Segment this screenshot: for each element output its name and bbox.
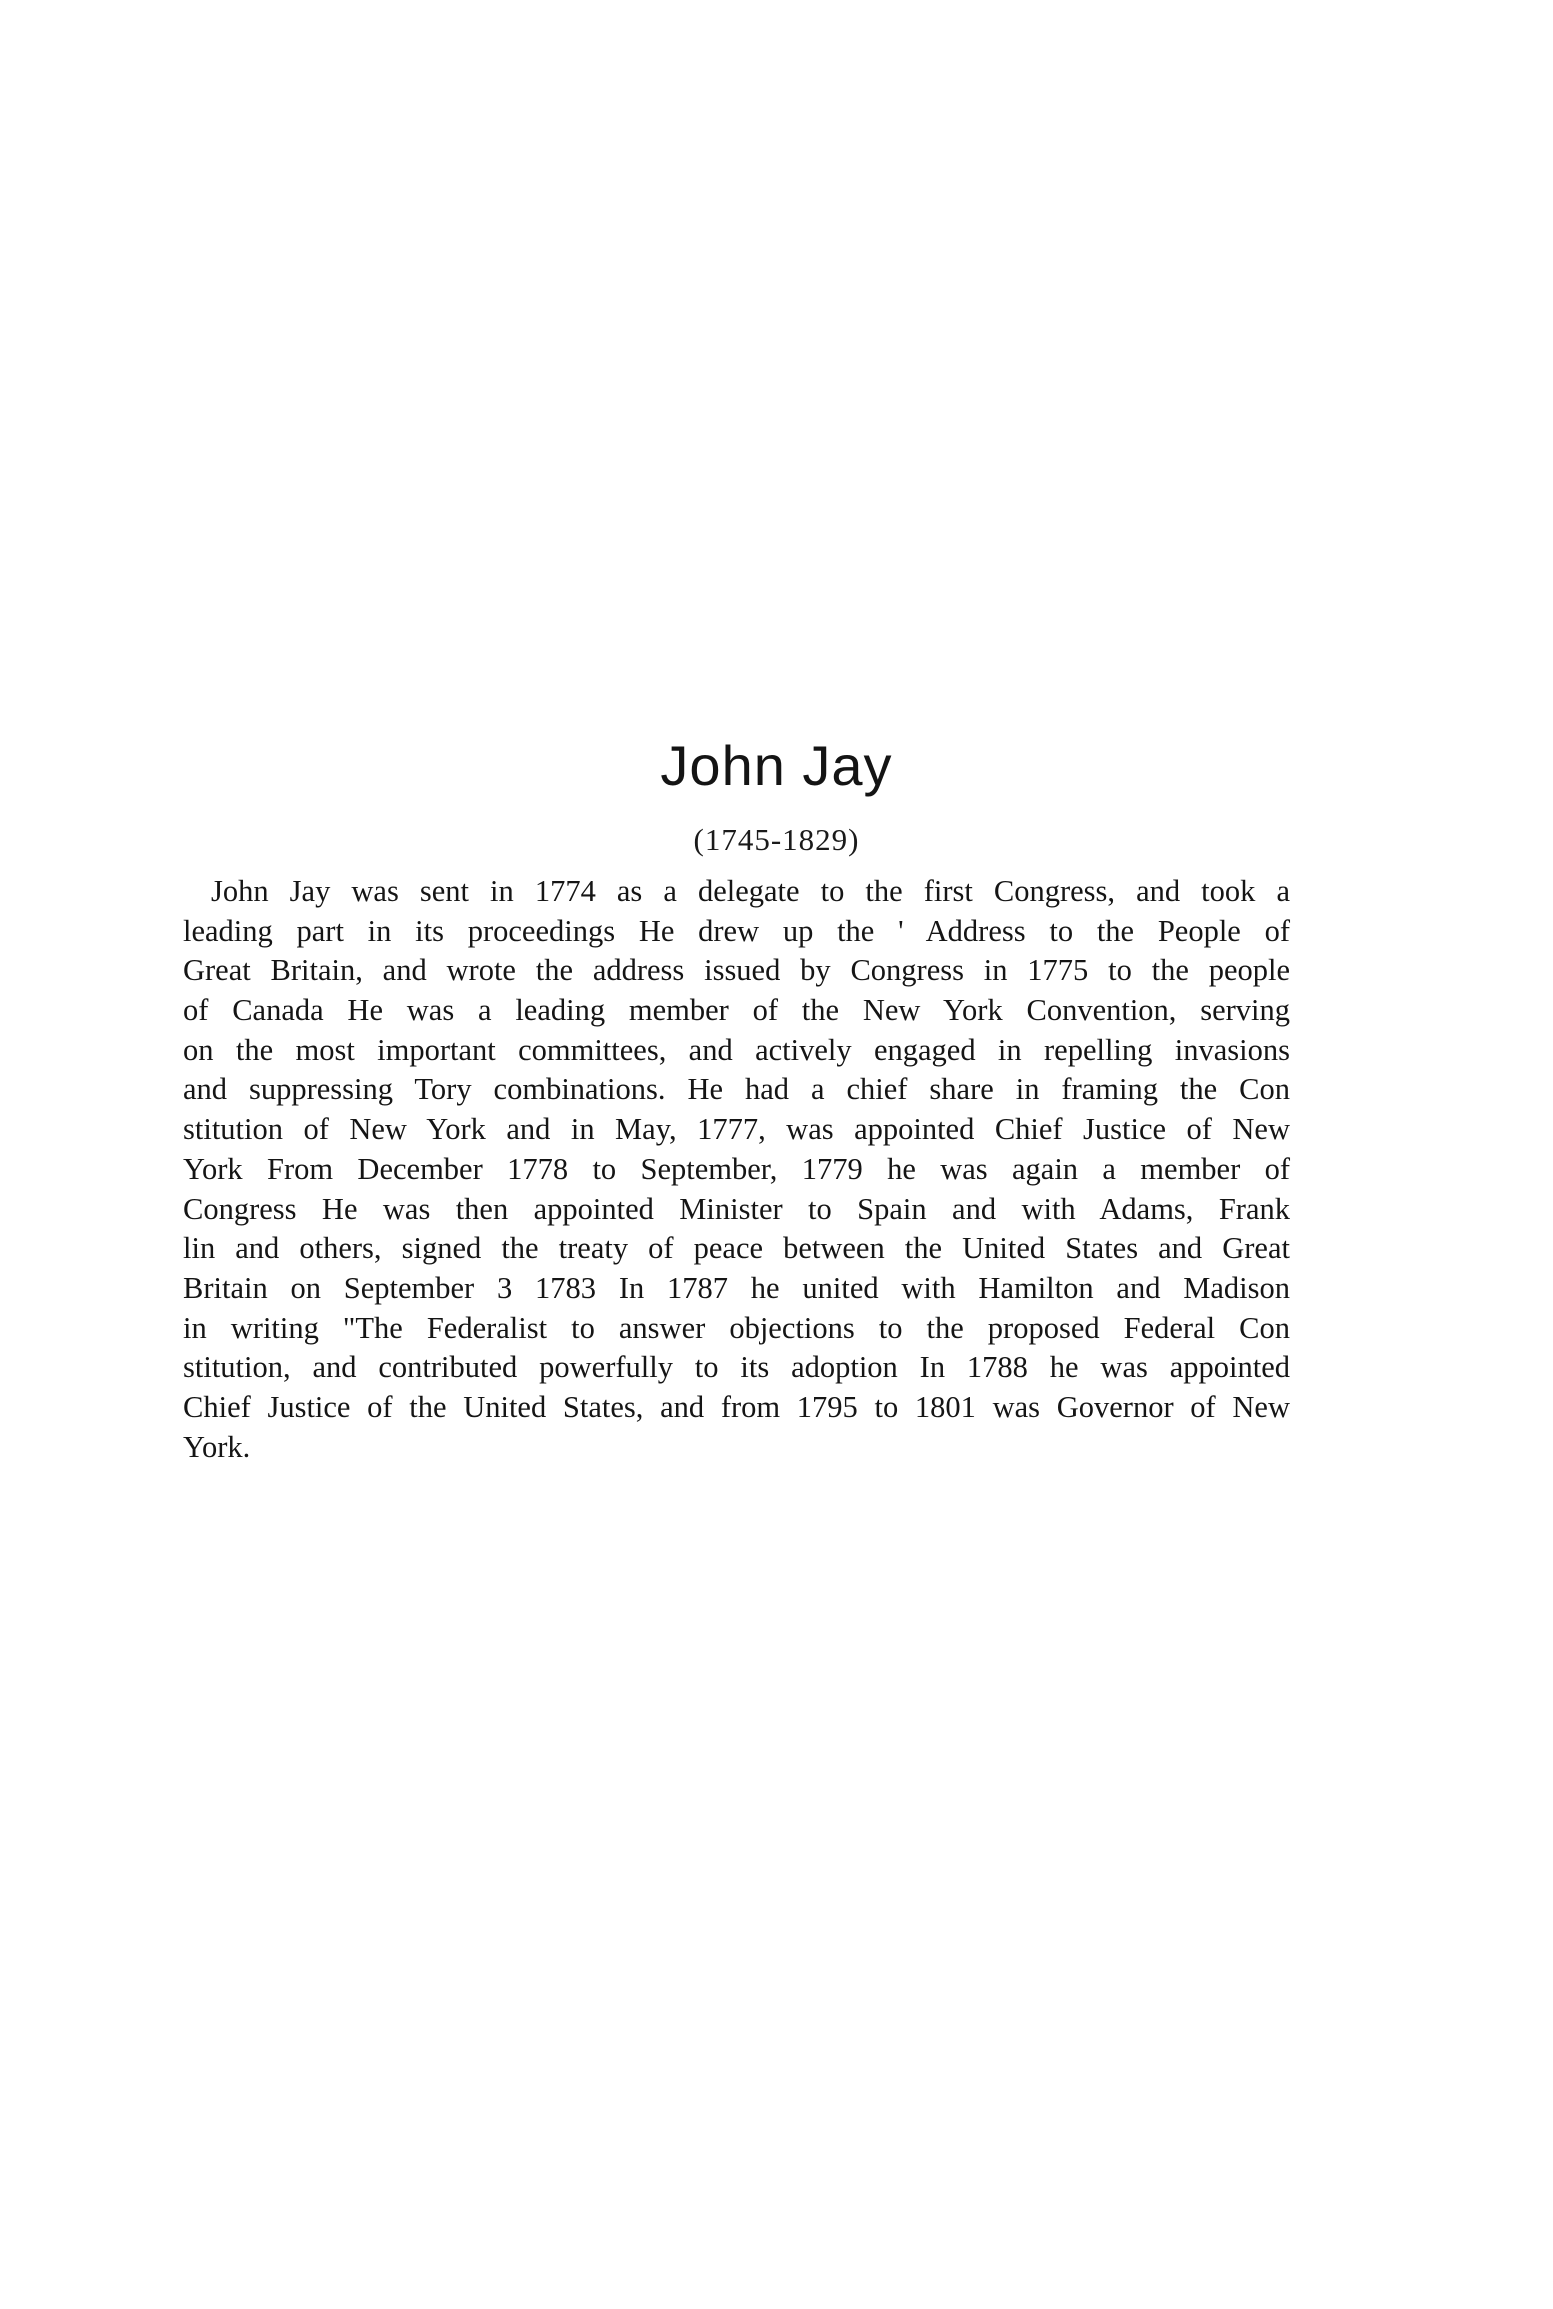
text-line: leading part in its proceedings He drew up the ' Address to the People of bbox=[183, 913, 1290, 948]
text-line: on the most important committees, and actively engaged in repelling invasions bbox=[183, 1032, 1290, 1067]
text-line: stitution, and contributed powerfully to its adoption In 1788 he was appointed bbox=[183, 1350, 1290, 1385]
text-line: John Jay was sent in 1774 as a delegate to the first Congress, and took a bbox=[211, 874, 1290, 908]
text-line: York From December 1778 to September, 1779 he was again a member of bbox=[183, 1151, 1290, 1186]
life-dates: (1745-1829) bbox=[693, 822, 860, 857]
text-line: and suppressing Tory combinations. He had a chief share in framing the Con bbox=[183, 1072, 1290, 1107]
text-line: in writing "The Federalist to answer objections to the proposed Federal Con bbox=[183, 1310, 1290, 1345]
text-line: Great Britain, and wrote the address issued by Congress in 1775 to the people bbox=[183, 953, 1290, 988]
text-line: of Canada He was a leading member of the New York Convention, serving bbox=[183, 993, 1290, 1028]
page-title: John Jay bbox=[660, 734, 893, 797]
text-line: lin and others, signed the treaty of peace between the United States and Great bbox=[183, 1231, 1290, 1266]
text-line: York. bbox=[183, 1429, 251, 1464]
biography-paragraph bbox=[183, 872, 1290, 1467]
text-line: Chief Justice of the United States, and from 1795 to 1801 was Governor of New bbox=[183, 1389, 1290, 1424]
text-line: stitution of New York and in May, 1777, was appointed Chief Justice of New bbox=[183, 1112, 1290, 1147]
text-line: Congress He was then appointed Minister to Spain and with Adams, Frank bbox=[183, 1191, 1290, 1226]
text-line: Britain on September 3 1783 In 1787 he united with Hamilton and Madison bbox=[183, 1270, 1290, 1305]
